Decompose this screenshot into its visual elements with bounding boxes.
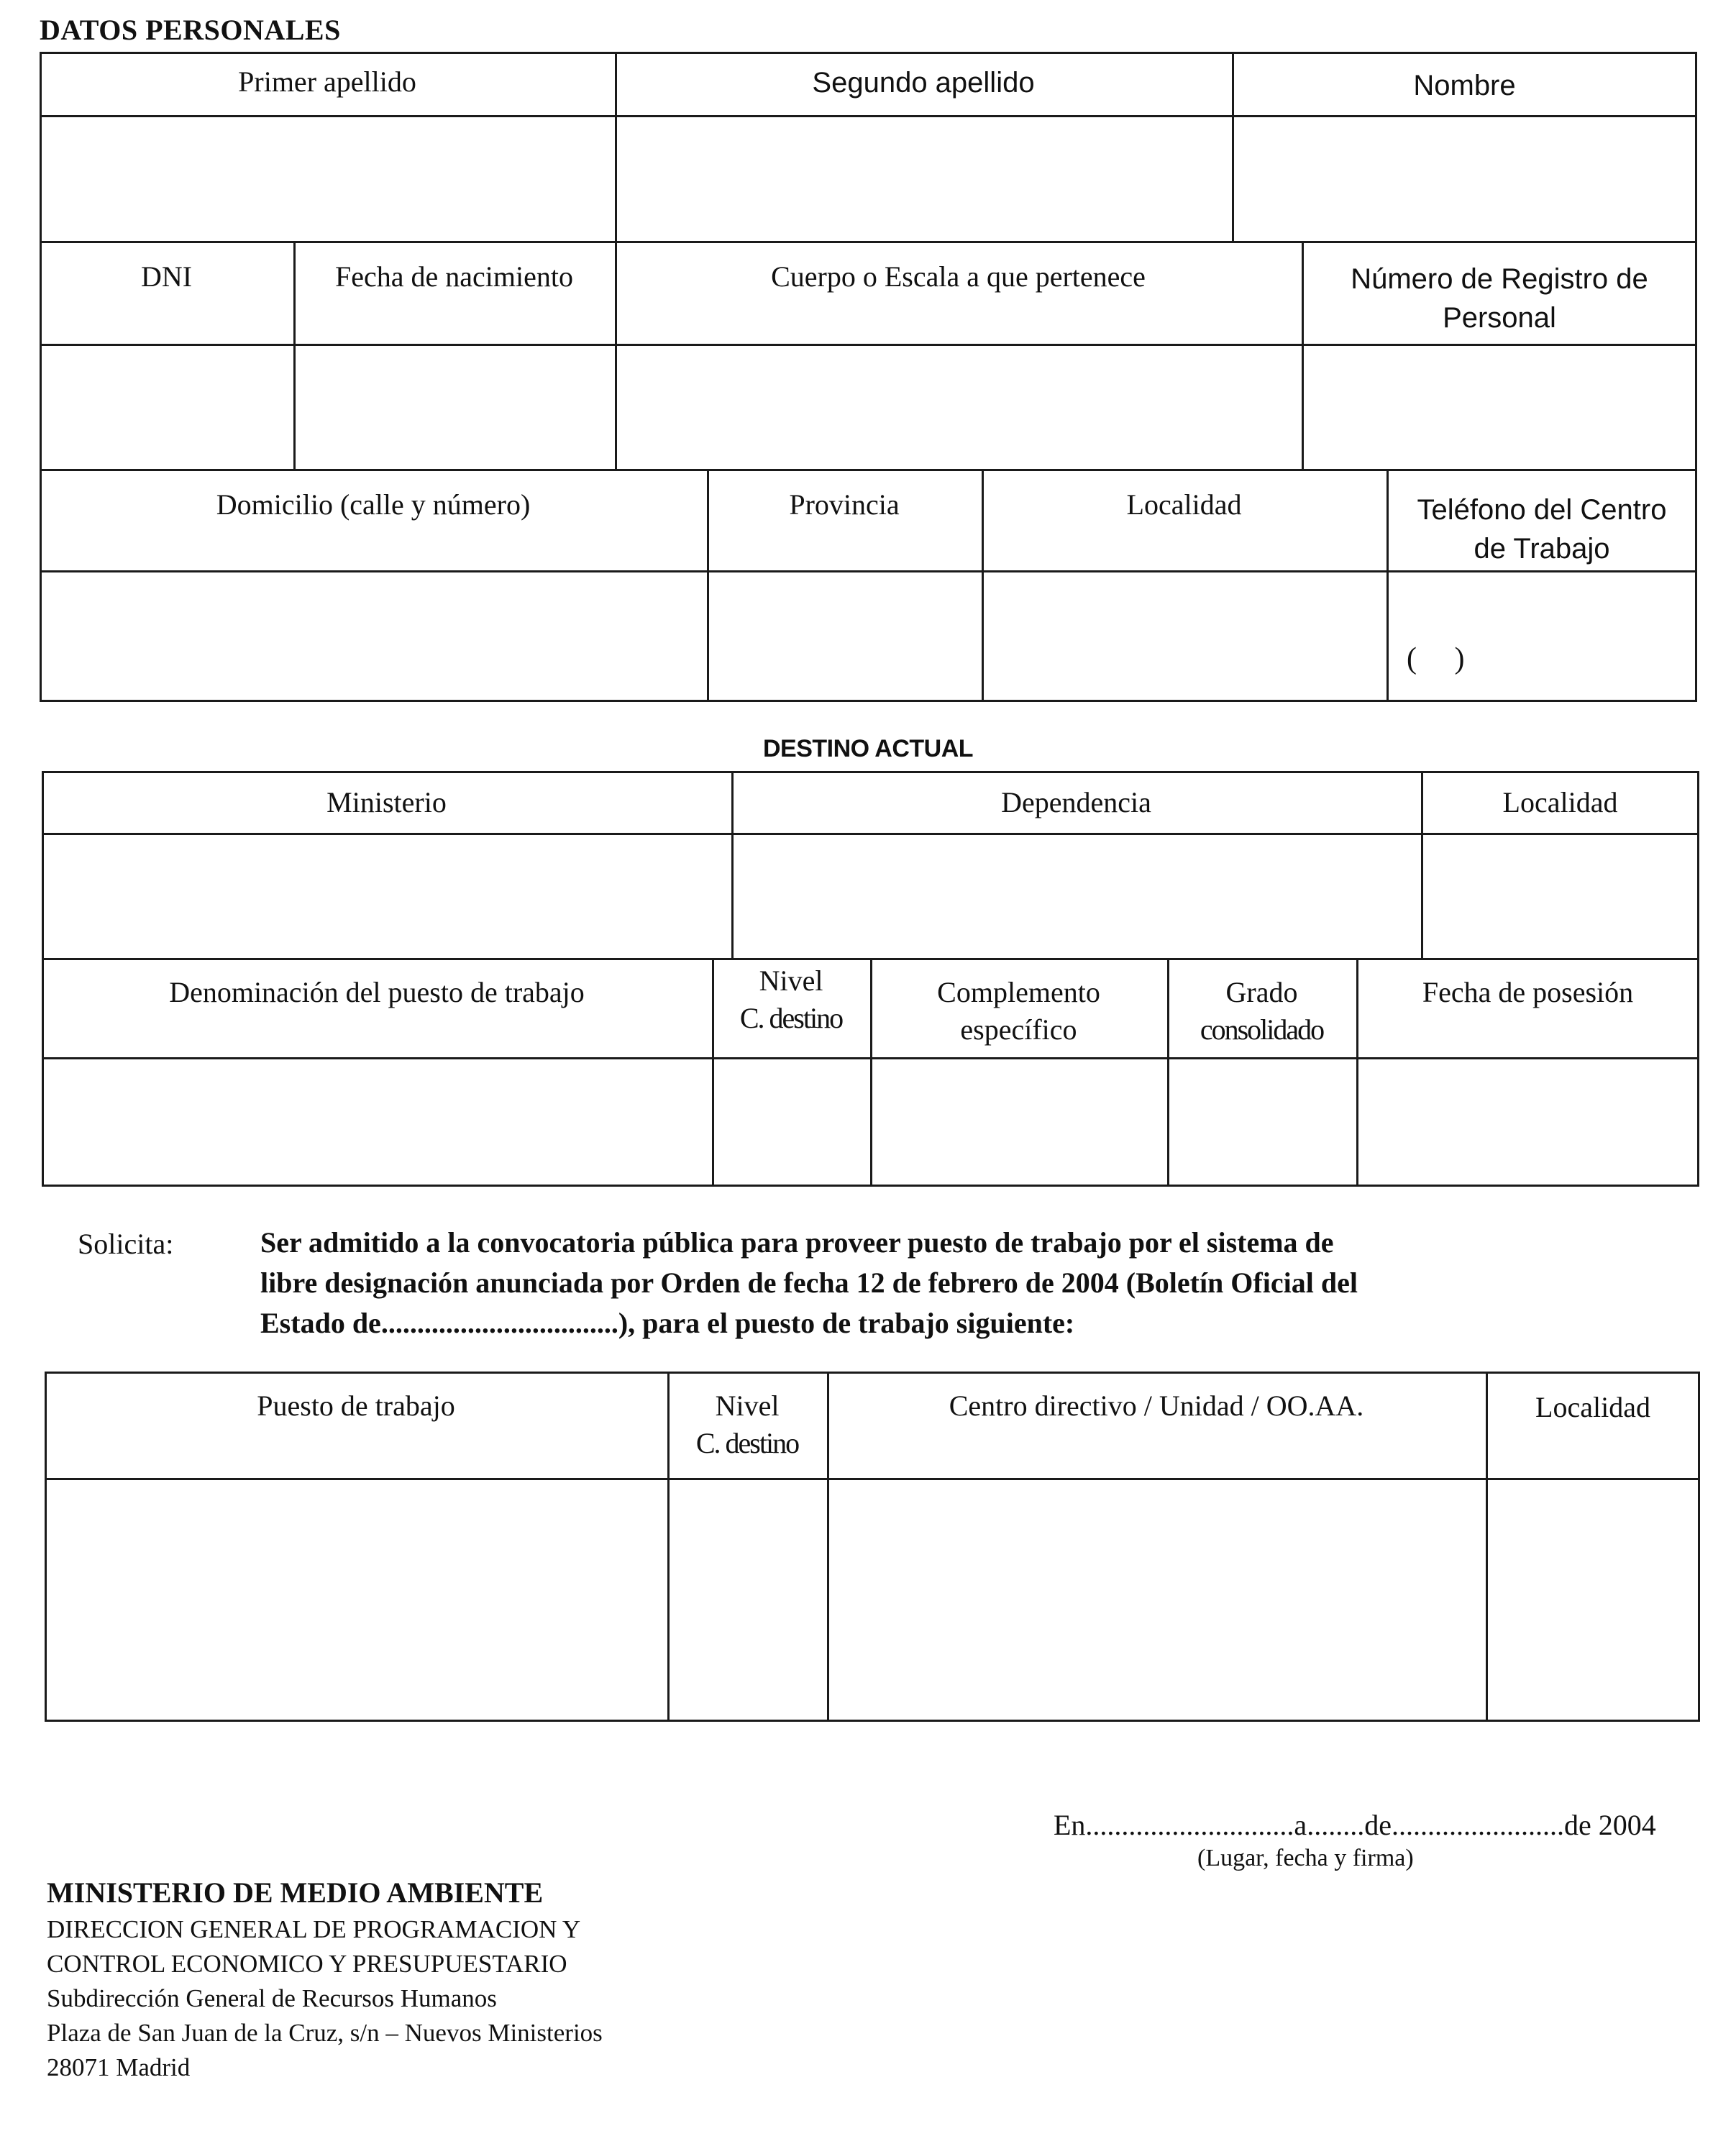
header-cuerpo-escala: Cuerpo o Escala a que pertenece	[771, 260, 1146, 293]
section-title-datos-personales: DATOS PERSONALES	[40, 14, 341, 46]
solicita-line-1: Ser admitido a la convocatoria pública para proveer puesto de trabajo por el sistema de	[260, 1226, 1334, 1259]
header-puesto-nivel-label: Nivel	[715, 1390, 780, 1422]
header-puesto-trabajo: Puesto de trabajo	[257, 1390, 455, 1422]
header-grado-consolidado	[1167, 958, 1356, 1057]
input-dependencia[interactable]	[734, 835, 1419, 957]
footer-ministerio: MINISTERIO DE MEDIO AMBIENTE	[47, 1876, 544, 1909]
solicita-line-2: libre designación anunciada por Orden de fecha 12 de febrero de 2004 (Boletín Oficial del	[260, 1267, 1358, 1299]
input-puesto-nivel[interactable]	[670, 1480, 825, 1720]
input-denominacion-puesto[interactable]	[44, 1059, 710, 1185]
input-centro-directivo[interactable]	[829, 1480, 1484, 1720]
input-localidad[interactable]	[984, 572, 1384, 700]
input-numero-registro-personal[interactable]	[1304, 346, 1695, 467]
header-centro-directivo: Centro directivo / Unidad / OO.AA.	[949, 1390, 1364, 1422]
input-fecha-posesion[interactable]	[1358, 1059, 1697, 1185]
header-dni: DNI	[140, 260, 193, 293]
solicita-label: Solicita:	[78, 1228, 174, 1260]
header-puesto-localidad: Localidad	[1535, 1391, 1650, 1423]
footer-postal-city: 28071 Madrid	[47, 2053, 191, 2081]
header-nivel-label: Nivel	[759, 964, 823, 997]
header-puesto-nivel-c-destino	[667, 1372, 827, 1478]
input-localidad-destino[interactable]	[1423, 835, 1697, 957]
header-nombre: Nombre	[1413, 70, 1516, 101]
header-consolidado-label: consolidado	[1200, 1013, 1324, 1046]
header-nivel-c-destino	[712, 958, 870, 1057]
header-complemento-especifico	[870, 958, 1167, 1057]
header-numero-registro-personal: Número de Registro de Personal	[1351, 263, 1648, 334]
input-complemento-especifico[interactable]	[872, 1059, 1165, 1185]
solicita-text	[260, 1223, 1627, 1343]
input-segundo-apellido[interactable]	[617, 117, 1230, 239]
signature-caption: (Lugar, fecha y firma)	[1197, 1845, 1414, 1871]
footer-street-address: Plaza de San Juan de la Cruz, s/n – Nuevos Ministerios	[47, 2019, 603, 2047]
input-nivel-c-destino[interactable]	[714, 1059, 868, 1185]
telefono-prefix-parens: ( )	[1407, 642, 1465, 675]
header-denominacion-puesto: Denominación del puesto de trabajo	[169, 976, 585, 1008]
header-fecha-posesion: Fecha de posesión	[1422, 976, 1634, 1008]
solicita-line-3: Estado de.................................), para el puesto de trabajo siguiente:	[260, 1307, 1075, 1339]
input-puesto-trabajo[interactable]	[47, 1480, 665, 1720]
header-localidad: Localidad	[1126, 488, 1242, 521]
input-ministerio[interactable]	[44, 835, 729, 957]
header-localidad-destino: Localidad	[1502, 786, 1618, 818]
section-title-destino-actual: DESTINO ACTUAL	[762, 735, 974, 762]
header-grado-label: Grado	[1225, 976, 1298, 1008]
footer-direccion-line-1: DIRECCION GENERAL DE PROGRAMACION Y	[47, 1915, 581, 1943]
header-especifico-label: específico	[960, 1013, 1077, 1046]
header-complemento-label: Complemento	[937, 976, 1100, 1008]
input-grado-consolidado[interactable]	[1169, 1059, 1354, 1185]
footer-direccion-line-2: CONTROL ECONOMICO Y PRESUPUESTARIO	[47, 1950, 567, 1978]
header-domicilio: Domicilio (calle y número)	[216, 488, 531, 521]
input-provincia[interactable]	[709, 572, 979, 700]
input-primer-apellido[interactable]	[42, 117, 613, 239]
header-telefono-centro-trabajo: Teléfono del Centro de Trabajo	[1417, 494, 1667, 565]
footer-address-block	[47, 1876, 603, 2085]
header-primer-apellido: Primer apellido	[238, 65, 416, 98]
header-c-destino-label: C. destino	[739, 1002, 843, 1034]
header-fecha-nacimiento: Fecha de nacimiento	[335, 260, 573, 293]
input-domicilio[interactable]	[42, 572, 705, 700]
header-puesto-c-destino-label: C. destino	[695, 1427, 799, 1459]
header-segundo-apellido: Segundo apellido	[812, 67, 1035, 99]
input-cuerpo-escala[interactable]	[617, 346, 1299, 467]
input-telefono[interactable]	[1389, 572, 1695, 700]
input-dni[interactable]	[42, 346, 291, 467]
input-puesto-localidad[interactable]	[1488, 1480, 1698, 1720]
header-dependencia: Dependencia	[1001, 786, 1151, 818]
signature-line: En.............................a........de........................de 2004	[1054, 1809, 1656, 1841]
footer-subdireccion: Subdirección General de Recursos Humanos	[47, 1984, 497, 2012]
input-fecha-nacimiento[interactable]	[296, 346, 613, 467]
header-provincia: Provincia	[789, 488, 900, 521]
header-ministerio: Ministerio	[326, 786, 447, 818]
input-nombre[interactable]	[1234, 117, 1695, 239]
